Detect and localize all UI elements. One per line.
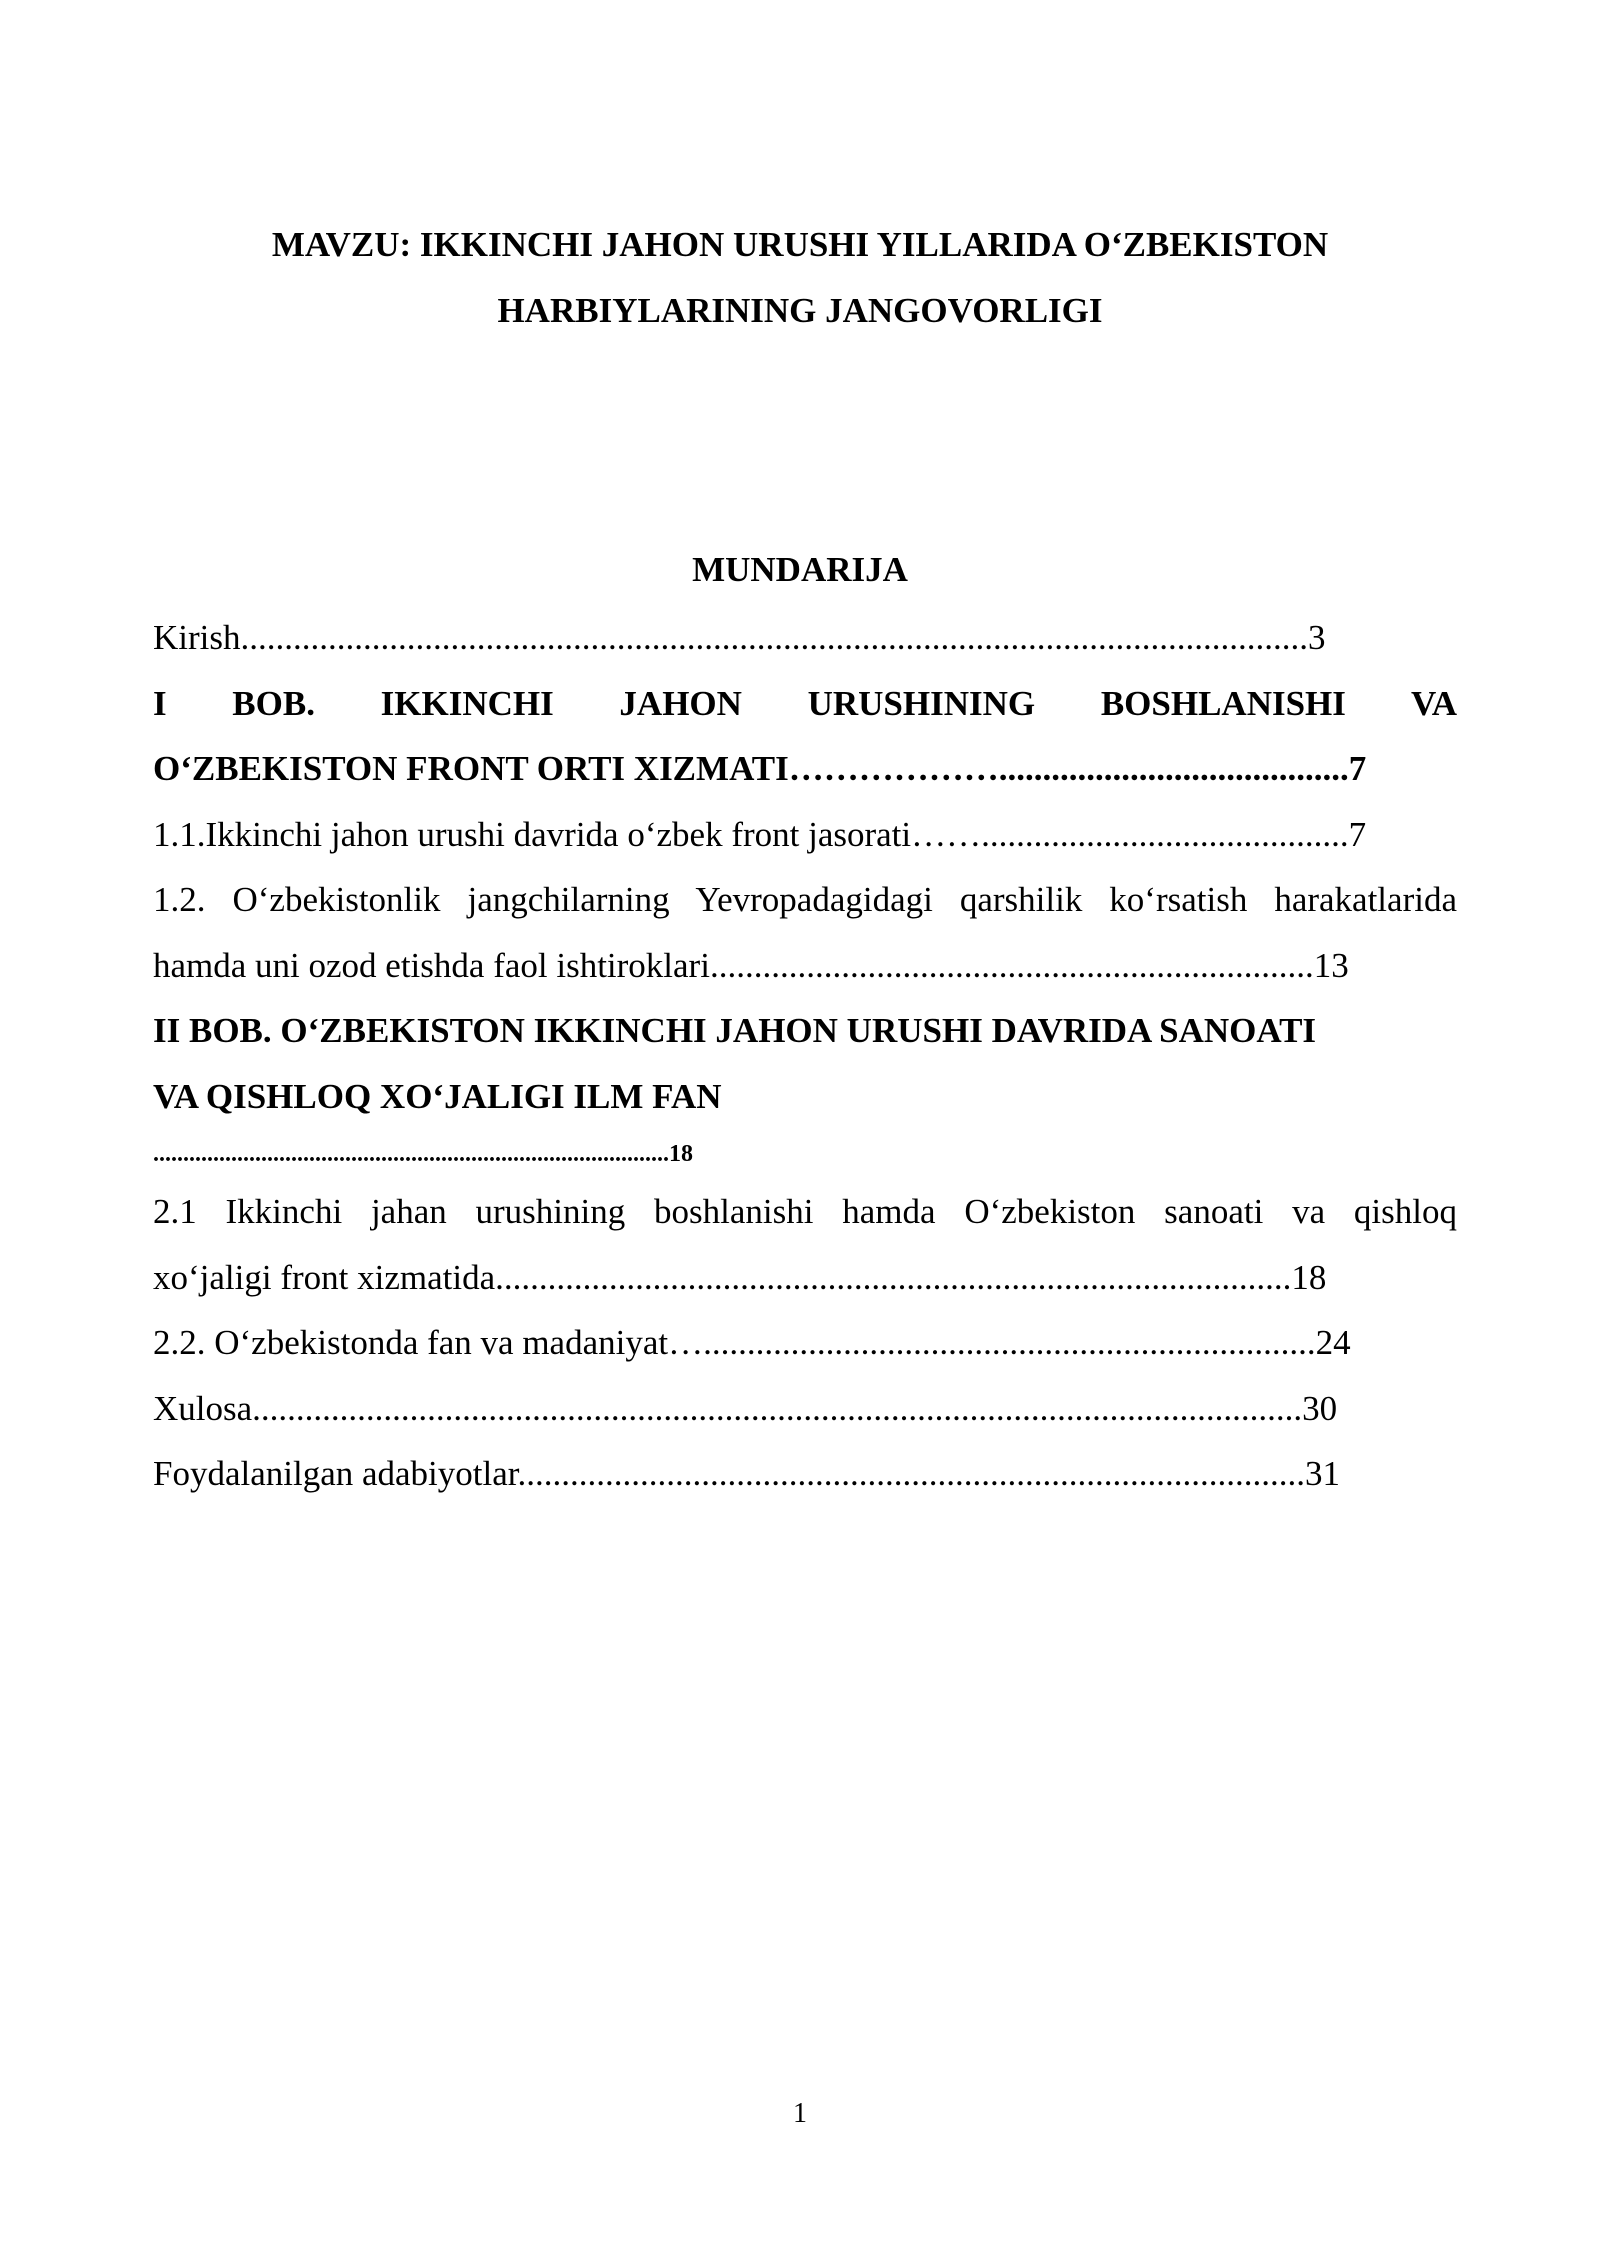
toc-entry-xulosa: Xulosa........................................................................................................................30	[153, 1388, 1338, 1428]
toc-entry-2-1-line-1: 2.1 Ikkinchi jahan urushining boshlanishi hamda O‘zbekiston sanoati va qishloq	[153, 1192, 1457, 1231]
toc-entry-1-1: 1.1.Ikkinchi jahon urushi davrida o‘zbek front jasorati……..........................................7	[153, 814, 1367, 854]
toc-entry-kirish: Kirish..........................................................................................................................3	[153, 618, 1326, 657]
document-title	[150, 212, 1450, 344]
toc-entry-adabiyotlar: Foydalanilgan adabiyotlar..........................................................................................31	[153, 1454, 1340, 1493]
toc-entry-2-2: 2.2. O‘zbekistonda fan va madaniyat…......................................................................24	[153, 1323, 1351, 1362]
toc-chapter-1-line-1: I BOB. IKKINCHI JAHON URUSHINING BOSHLANISHI VA	[153, 683, 1457, 723]
document-title-line-1: MAVZU: IKKINCHI JAHON URUSHI YILLARIDA O‘ZBEKISTON	[271, 225, 1329, 264]
table-of-contents-heading: MUNDARIJA	[692, 550, 908, 589]
toc-chapter-2-line-2: VA QISHLOQ XO‘JALIGI ILM FAN	[153, 1076, 722, 1116]
document-title-line-2: HARBIYLARINING JANGOVORLIGI	[497, 291, 1103, 330]
toc-chapter-2-page-leader: ......................................................................................18	[153, 1141, 693, 1167]
toc-entry-1-2-line-2: hamda uni ozod etishda faol ishtiroklari.....................................................................13	[153, 945, 1349, 985]
table-of-contents	[153, 605, 1457, 1507]
toc-chapter-1-line-2: O‘ZBEKISTON FRONT ORTI XIZMATI………………........................................7	[153, 749, 1367, 788]
page-number: 1	[793, 2098, 807, 2129]
toc-entry-2-1-line-2: xo‘jaligi front xizmatida...........................................................................................18	[153, 1257, 1327, 1297]
toc-chapter-2-line-1: II BOB. O‘ZBEKISTON IKKINCHI JAHON URUSHI DAVRIDA SANOATI	[153, 1011, 1317, 1050]
toc-entry-1-2-line-1: 1.2. O‘zbekistonlik jangchilarning Yevropadagidagi qarshilik ko‘rsatish harakatlarida	[153, 880, 1457, 919]
